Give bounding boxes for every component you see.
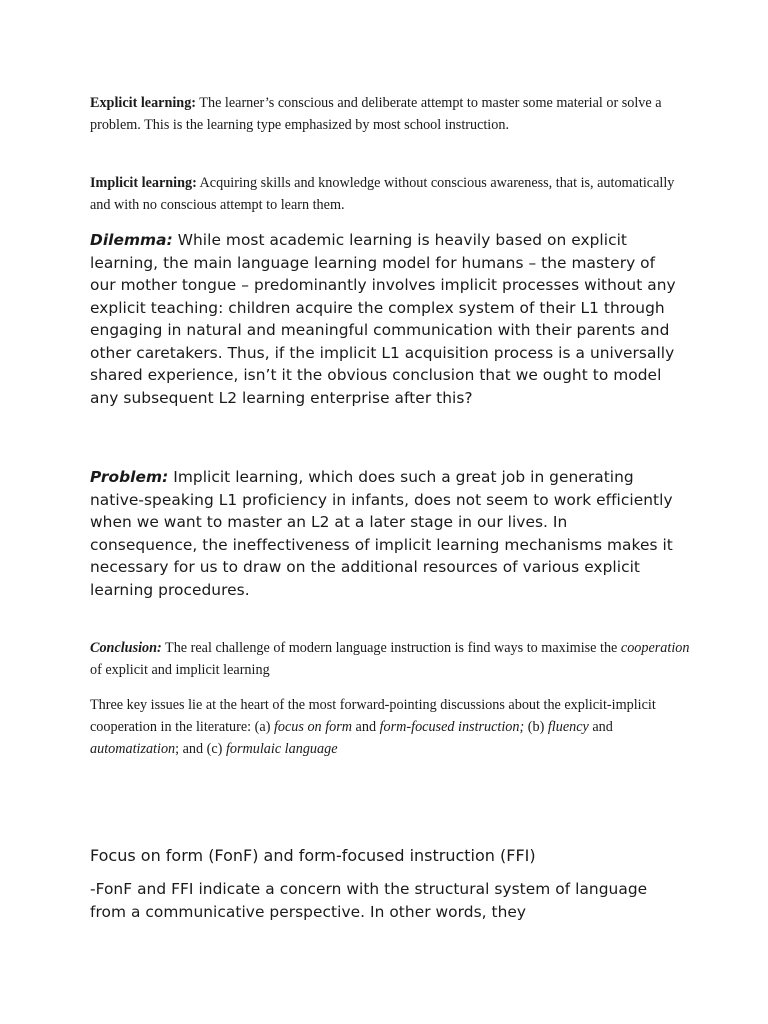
- issue-term-focus-on-form: focus on form: [273, 719, 352, 735]
- conclusion-text-after: of explicit and implicit learning: [90, 662, 270, 678]
- implicit-learning-text: Acquiring skills and knowledge without conscious awareness, that is, automatically and with no conscious attempt to learn them.: [90, 175, 675, 213]
- explicit-learning-label: Explicit learning:: [90, 95, 197, 111]
- explicit-learning-text: The learner’s conscious and deliberate attempt to master some material or solve a problem. This is the learning type emphasized by most school instruction.: [90, 95, 662, 133]
- explicit-learning-definition: [90, 92, 690, 136]
- conclusion-paragraph: [90, 637, 690, 681]
- key-issues-paragraph: [90, 694, 690, 760]
- implicit-learning-label: Implicit learning:: [90, 175, 197, 191]
- conclusion-emphasis: cooperation: [620, 640, 690, 656]
- issues-part-b: (b): [524, 719, 548, 735]
- problem-paragraph: [90, 466, 675, 601]
- implicit-learning-definition: [90, 172, 690, 216]
- issues-and-2: and: [588, 719, 613, 735]
- conclusion-label: Conclusion:: [90, 640, 162, 656]
- issues-part-c: ; and (c): [175, 741, 226, 757]
- problem-label: Problem:: [90, 468, 169, 486]
- fonf-heading: Focus on form (FonF) and form-focused instruction (FFI): [90, 846, 536, 865]
- issues-and-1: and: [352, 719, 380, 735]
- issue-term-form-focused-instruction: form-focused instruction;: [379, 719, 525, 735]
- issue-term-fluency: fluency: [547, 719, 589, 735]
- issue-term-formulaic-language: formulaic language: [225, 741, 338, 757]
- issues-intro: Three key issues lie at the heart of the most forward-pointing discussions about the explicit-implicit cooperation in the literature: (a): [90, 697, 656, 735]
- problem-text: Implicit learning, which does such a great job in generating native-speaking L1 proficiency in infants, does not seem to work efficiently when we want to master an L2 at a later stage in our lives. In consequence, the ineffectiveness of implicit learning mechanisms makes it necessary for us to draw on the additional resources of various explicit learning procedures.: [90, 468, 673, 599]
- dilemma-label: Dilemma:: [90, 231, 173, 249]
- dilemma-text: While most academic learning is heavily based on explicit learning, the main language learning model for humans – the mastery of our mother tongue – predominantly involves implicit processes without any explicit teaching: children acquire the complex system of their L1 through engaging in natural and meaningful communication with their parents and other caretakers. Thus, if the implicit L1 acquisition process is a universally shared experience, isn’t it the obvious conclusion that we ought to model any subsequent L2 learning enterprise after this?: [90, 231, 676, 407]
- dilemma-paragraph: [90, 229, 684, 409]
- issue-term-automatization: automatization: [90, 741, 176, 757]
- fonf-paragraph: -FonF and FFI indicate a concern with the structural system of language from a communicative perspective. In other words, they: [90, 880, 648, 921]
- conclusion-text-before: The real challenge of modern language instruction is find ways to maximise the: [161, 640, 621, 656]
